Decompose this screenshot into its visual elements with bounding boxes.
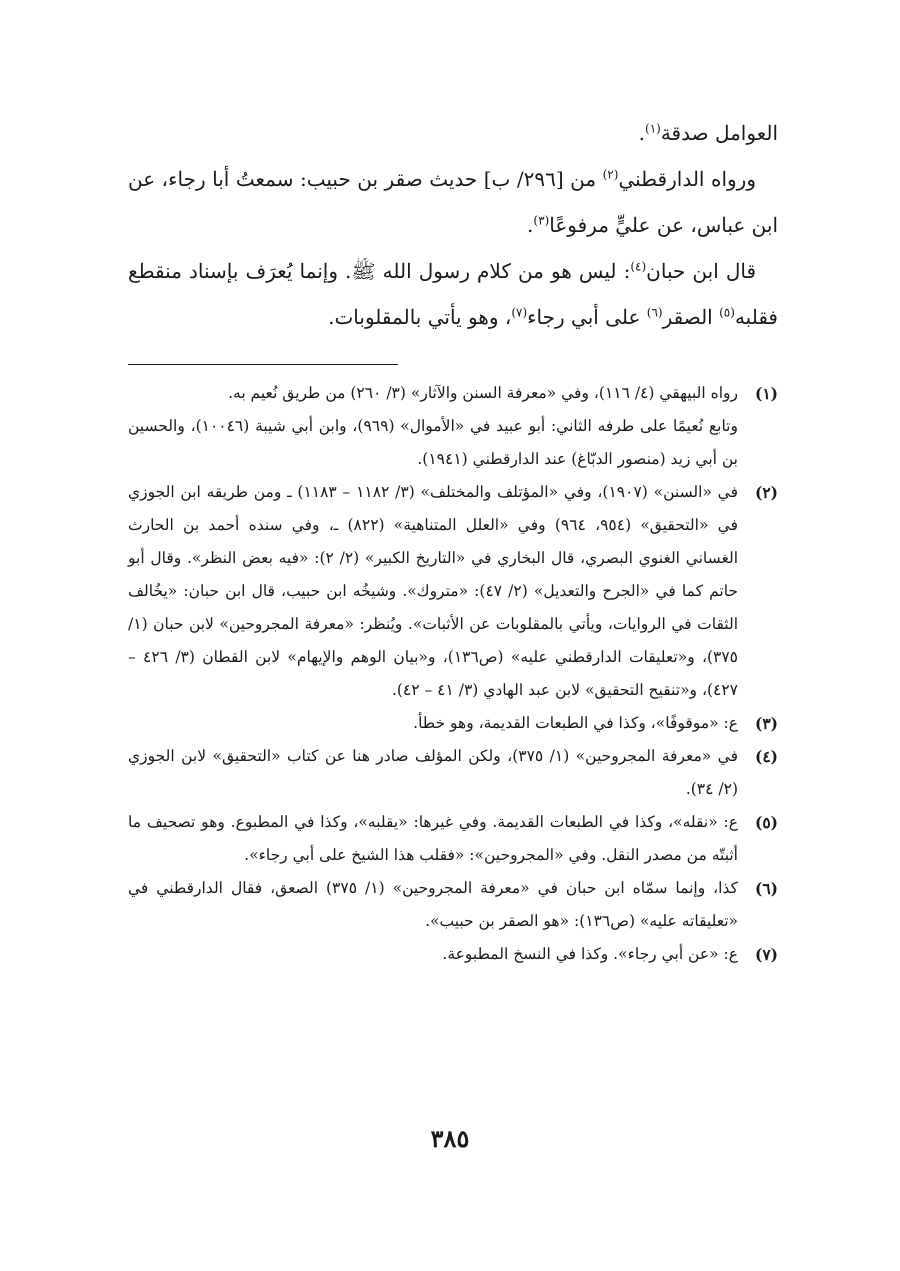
footnote-body (128, 872, 738, 938)
footnote-separator (128, 364, 398, 365)
footnote-4 (128, 740, 778, 806)
footnote-separator-wrap (128, 340, 778, 377)
footnote-line: وتابع نُعيمًا على طرفه الثاني: أبو عبيد في «الأموال» (٩٦٩)، وابن أبي شيبة (١٠٠٤٦)، والحسين بن أبي زيد (منصور الدبّاغ) عند الدارقطني (١٩٤١). (128, 417, 738, 468)
footnote-number: (٦) (754, 879, 778, 898)
paragraph-2 (128, 156, 778, 248)
footnote-ref-2[interactable]: (٢) (602, 167, 619, 182)
paragraph-1-text: العوامل صدقة (660, 121, 778, 145)
footnote-line: كذا، وإنما سمّاه ابن حبان في «معرفة المجروحين» (١/ ٣٧٥) الصعق، فقال الدارقطني في «تعليقاته عليه» (ص١٣٦): «هو الصقر بن حبيب». (128, 879, 738, 930)
footnote-number: (٣) (754, 714, 778, 733)
main-text (128, 110, 778, 340)
footnote-line: ع: «نقله»، وكذا في الطبعات القديمة. وفي غيرها: «يقلبه»، وكذا في المطبوع. وهو تصحيف ما أثبتّه من مصدر النقل. وفي «المجروحين»: «فقلب هذا الشيخ على أبي رجاء». (128, 813, 738, 864)
footnote-7 (128, 938, 778, 971)
footnote-body (128, 476, 738, 707)
paragraph-2-text: ورواه الدارقطني (618, 167, 756, 191)
paragraph-2-tail: من [٢٩٦/ ب] حديث صقر بن حبيب: سمعتُ أبا رجاء، عن ابن عباس، عن عليٍّ مرفوعًا (128, 167, 778, 237)
footnote-ref-5[interactable]: (٥) (719, 305, 735, 320)
footnote-ref-6[interactable]: (٦) (646, 305, 663, 320)
footnote-number: (٧) (754, 945, 778, 964)
page-number: ٣٨٥ (430, 1124, 470, 1153)
footnote-ref-1[interactable]: (١) (645, 121, 661, 136)
footnote-number: (٤) (754, 747, 778, 766)
footnote-3 (128, 707, 778, 740)
footnote-body (128, 377, 738, 476)
paragraph-2-tail2: . (527, 213, 534, 237)
footnote-body (128, 740, 738, 806)
paragraph-3-tail: : ليس هو من كلام رسول الله ﷺ. وإنما يُعرَف بإسناد منقطع فقلبه (128, 259, 778, 329)
page-content (128, 110, 778, 971)
footnote-5 (128, 806, 778, 872)
footnote-2 (128, 476, 778, 707)
footnote-number: (١) (754, 384, 778, 403)
paragraph-3-tail2: الصقر (662, 305, 720, 329)
paragraph-3-tail4: ، وهو يأتي بالمقلوبات. (328, 305, 512, 329)
footnote-body (128, 806, 738, 872)
footnote-line: رواه البيهقي (٤/ ١١٦)، وفي «معرفة السنن والآثار» (٣/ ٢٦٠) من طريق نُعيم به. (228, 384, 738, 402)
paragraph-3-tail3: على أبي رجاء (527, 305, 647, 329)
footnote-number: (٢) (754, 483, 778, 502)
footnote-line: ع: «موقوفًا»، وكذا في الطبعات القديمة، وهو خطأ. (413, 714, 738, 732)
footnote-ref-7[interactable]: (٧) (511, 305, 528, 320)
footnote-1 (128, 377, 778, 476)
paragraph-1 (128, 110, 778, 156)
footnote-line: في «معرفة المجروحين» (١/ ٣٧٥)، ولكن المؤلف صادر هنا عن كتاب «التحقيق» لابن الجوزي (٢/ ٣٤). (128, 747, 738, 798)
footnote-line: ع: «عن أبي رجاء». وكذا في النسخ المطبوعة. (442, 945, 738, 963)
footnote-number: (٥) (754, 813, 778, 832)
footnote-line: في «السنن» (١٩٠٧)، وفي «المؤتلف والمختلف» (٣/ ١١٨٢ – ١١٨٣) ـ ومن طريقه ابن الجوزي في «التحقيق» (٩٥٤، ٩٦٤) وفي «العلل المتناهية» (٨٢٢) ـ، وفي سنده أحمد بن الحارث الغساني الغنوي البصري، قال البخاري في «التاريخ الكبير» (٢/ ٢): «فيه بعض النظر». وقال أبو حاتم كما في «الجرح والتعديل» (٢/ ٤٧): «متروك». وشيخُه ابن حبيب، قال ابن حبان: «يخُالف الثقات في الروايات، ويأتي بالمقلوبات عن الأثبات». ويُنظر: «معرفة المجروحين» لابن حبان (١/ ٣٧٥)، و«تعليقات الدارقطني عليه» (ص١٣٦)، و«بيان الوهم والإيهام» لابن القطان (٣/ ٤٢٦ – ٤٢٧)، و«تنقيح التحقيق» لابن عبد الهادي (٣/ ٤١ – ٤٢). (128, 483, 739, 699)
footnotes (128, 377, 778, 971)
footnote-body (128, 707, 738, 740)
footnote-6 (128, 872, 778, 938)
footnote-ref-3[interactable]: (٣) (533, 213, 550, 228)
paragraph-3-text: قال ابن حبان (646, 259, 756, 283)
footnote-ref-4[interactable]: (٤) (630, 259, 647, 274)
paragraph-1-tail: . (638, 121, 645, 145)
footnote-body (128, 938, 738, 971)
paragraph-3 (128, 248, 778, 340)
